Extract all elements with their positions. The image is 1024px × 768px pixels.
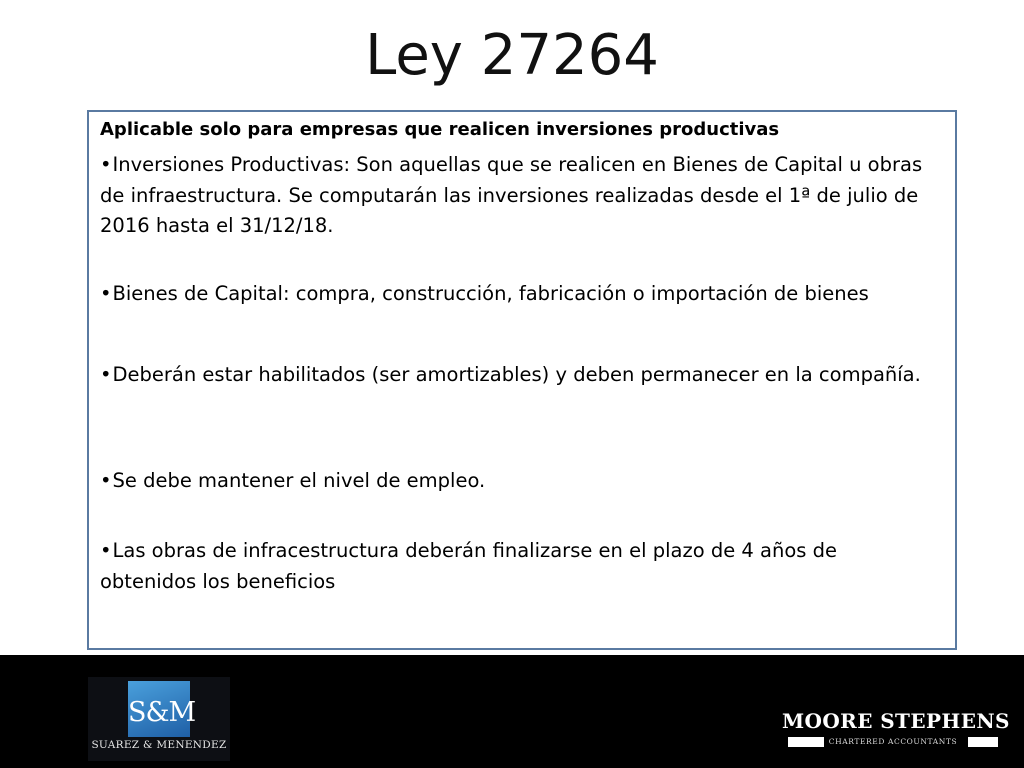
moore-stephens-logo [782,707,1010,753]
logo-rule [968,737,998,747]
bullet-text: Inversiones Productivas: Son aquellas que se realicen en Bienes de Capital u obras de infraestructura. Se computarán las inversiones realizadas desde el 1ª de julio de 2016 hasta el 31/12/18. [100,153,923,237]
bullet-dot: • [100,282,112,305]
bullet-dot: • [100,363,112,386]
logo-mark: S&M [128,697,196,728]
applicability-heading: Aplicable solo para empresas que realicen inversiones productivas [100,119,780,140]
bullet-text: Las obras de infracestructura deberán finalizarse en el plazo de 4 años de obtenidos los beneficios [100,539,837,593]
bullet-dot: • [100,469,112,492]
bullet-item [100,279,930,310]
bullet-text: Bienes de Capital: compra, construcción, fabricación o importación de bienes [112,282,869,305]
slide-title: Ley 27264 [365,23,659,88]
suarez-menendez-logo [88,677,230,761]
logo-subtitle: CHARTERED ACCOUNTANTS [828,737,958,746]
bullet-dot: • [100,153,112,176]
bullet-item [100,466,930,497]
bullet-dot: • [100,539,112,562]
logo-company-name: MOORE STEPHENS [782,709,1010,733]
bullet-item [100,150,930,242]
bullet-item [100,360,930,391]
bullet-item [100,536,930,597]
bullet-text: Se debe mantener el nivel de empleo. [112,469,486,492]
logo-company-name: SUAREZ & MENENDEZ [91,739,227,751]
footer-bar [0,655,1024,768]
bullet-text: Deberán estar habilitados (ser amortizables) y deben permanecer en la compañía. [112,363,921,386]
content-box [87,110,957,650]
